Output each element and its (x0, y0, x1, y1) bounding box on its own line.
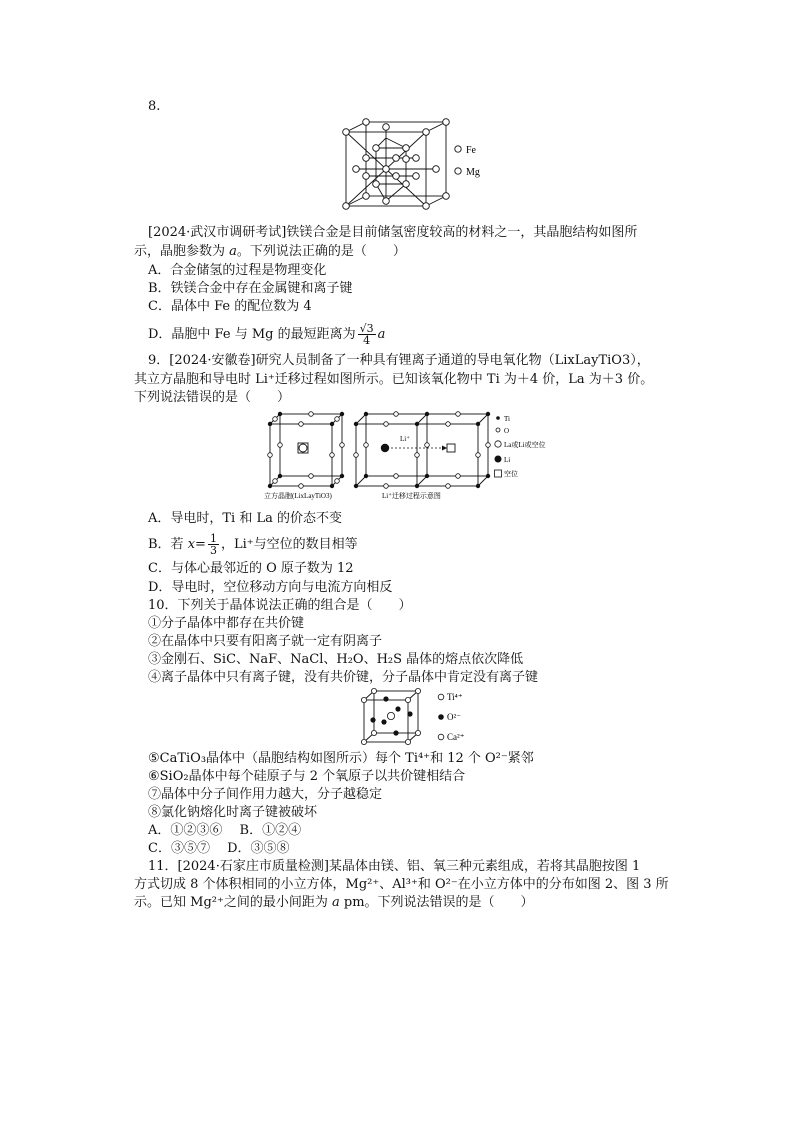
q9-stem-line3: 下列说法错误的是（ ） (134, 390, 291, 405)
q9-option-d: D．导电时，空位移动方向与电流方向相反 (148, 580, 393, 595)
q10-statement-4: ④离子晶体中只有离子键，没有共价键，分子晶体中肯定没有离子键 (148, 670, 539, 685)
caption-cubic-cell: 立方晶胞(LixLayTiO3) (264, 492, 332, 500)
q10-statement-6: ⑥SiO₂晶体中每个硅原子与 2 个氧原子以共价键相结合 (148, 769, 466, 784)
q10-statement-3: ③金刚石、SiC、NaF、NaCl、H₂O、H₂S 晶体的熔点依次降低 (148, 652, 524, 667)
arrow-label-li: Li⁺ (400, 435, 410, 443)
fe-mg-unit-cell-figure (340, 118, 490, 210)
legend-ti: Ti (504, 415, 510, 423)
legend-vacancy: 空位 (504, 470, 518, 478)
q9-stem-line2: 其立方晶胞和导电时 Li⁺迁移过程如图所示。已知该氧化物中 Ti 为＋4 价，La 为＋3 价。 (134, 372, 654, 387)
question-8-number: 8. (148, 99, 161, 114)
legend-ti4: Ti⁴⁺ (447, 692, 463, 702)
q8-option-b: B．铁镁合金中存在金属键和离子键 (148, 281, 353, 296)
fraction-one-third: $\frac{1}{3}$ (209, 532, 217, 557)
q10-stem: 10．下列关于晶体说法正确的组合是（ ） (148, 598, 412, 613)
fraction-sqrt3-over-4: $\frac{√3}{4}$ (359, 322, 374, 347)
legend-la-li-vacancy: La或Li或空位 (504, 441, 546, 449)
q10-options-row2: C．③⑤⑦ D．③⑤⑧ (148, 841, 290, 856)
q10-statement-8: ⑧氯化钠熔化时离子键被破坏 (148, 805, 318, 820)
legend-fe: Fe (466, 145, 476, 156)
q11-line2: 方式切成 8 个体积相同的小立方体，Mg²⁺、Al³⁺和 O²⁻在小立方体中的分布如图 2、图 3 所 (134, 877, 669, 892)
q8-option-c: C．晶体中 Fe 的配位数为 4 (148, 299, 312, 314)
catio3-unit-cell-figure (360, 688, 480, 746)
q9-option-a: A．导电时，Ti 和 La 的价态不变 (148, 511, 342, 526)
q11-line1: 11．[2024·石家庄市质量检测]某晶体由镁、铝、氧三种元素组成，若将其晶胞按图 1 (148, 859, 641, 874)
q11-line3: 示。已知 Mg²⁺之间的最小间距为 a pm。下列说法错误的是（ ） (134, 895, 534, 910)
q9-option-c: C．与体心最邻近的 O 原子数为 12 (148, 561, 354, 576)
q9-stem-line1: 9．[2024·安徽卷]研究人员制备了一种具有锂离子通道的导电氧化物（LixLayTiO3）， (148, 353, 650, 368)
q8-stem-line2: 示，晶胞参数为 a。下列说法正确的是（ ） (134, 244, 406, 259)
legend-o2: O²⁻ (447, 712, 461, 722)
legend-mg: Mg (466, 167, 480, 178)
q10-options-row1: A．①②③⑥ B．①②④ (148, 823, 302, 838)
legend-ca2: Ca²⁺ (447, 732, 465, 742)
q10-statement-1: ①分子晶体中都存在共价键 (148, 616, 305, 631)
q9-option-b: B．若 x= $\frac{1}{3}$ ，Li⁺与空位的数目相等 (148, 532, 358, 557)
q10-statement-2: ②在晶体中只要有阳离子就一定有阴离子 (148, 634, 383, 649)
lilatio3-crystal-figure (262, 408, 572, 502)
q8-option-a: A．合金储氢的过程是物理变化 (148, 263, 327, 278)
caption-migration: Li⁺迁移过程示意图 (382, 492, 441, 500)
legend-li: Li (504, 456, 511, 464)
q8-option-d: D．晶胞中 Fe 与 Mg 的最短距离为 $\frac{√3}{4}$ a (148, 322, 386, 347)
q8-stem-line1: [2024·武汉市调研考试]铁镁合金是目前储氢密度较高的材料之一，其晶胞结构如图所 (148, 225, 638, 240)
q10-statement-7: ⑦晶体中分子间作用力越大，分子越稳定 (148, 787, 383, 802)
legend-o: O (504, 427, 510, 435)
q10-statement-5: ⑤CaTiO₃晶体中（晶胞结构如图所示）每个 Ti⁴⁺和 12 个 O²⁻紧邻 (148, 751, 534, 766)
